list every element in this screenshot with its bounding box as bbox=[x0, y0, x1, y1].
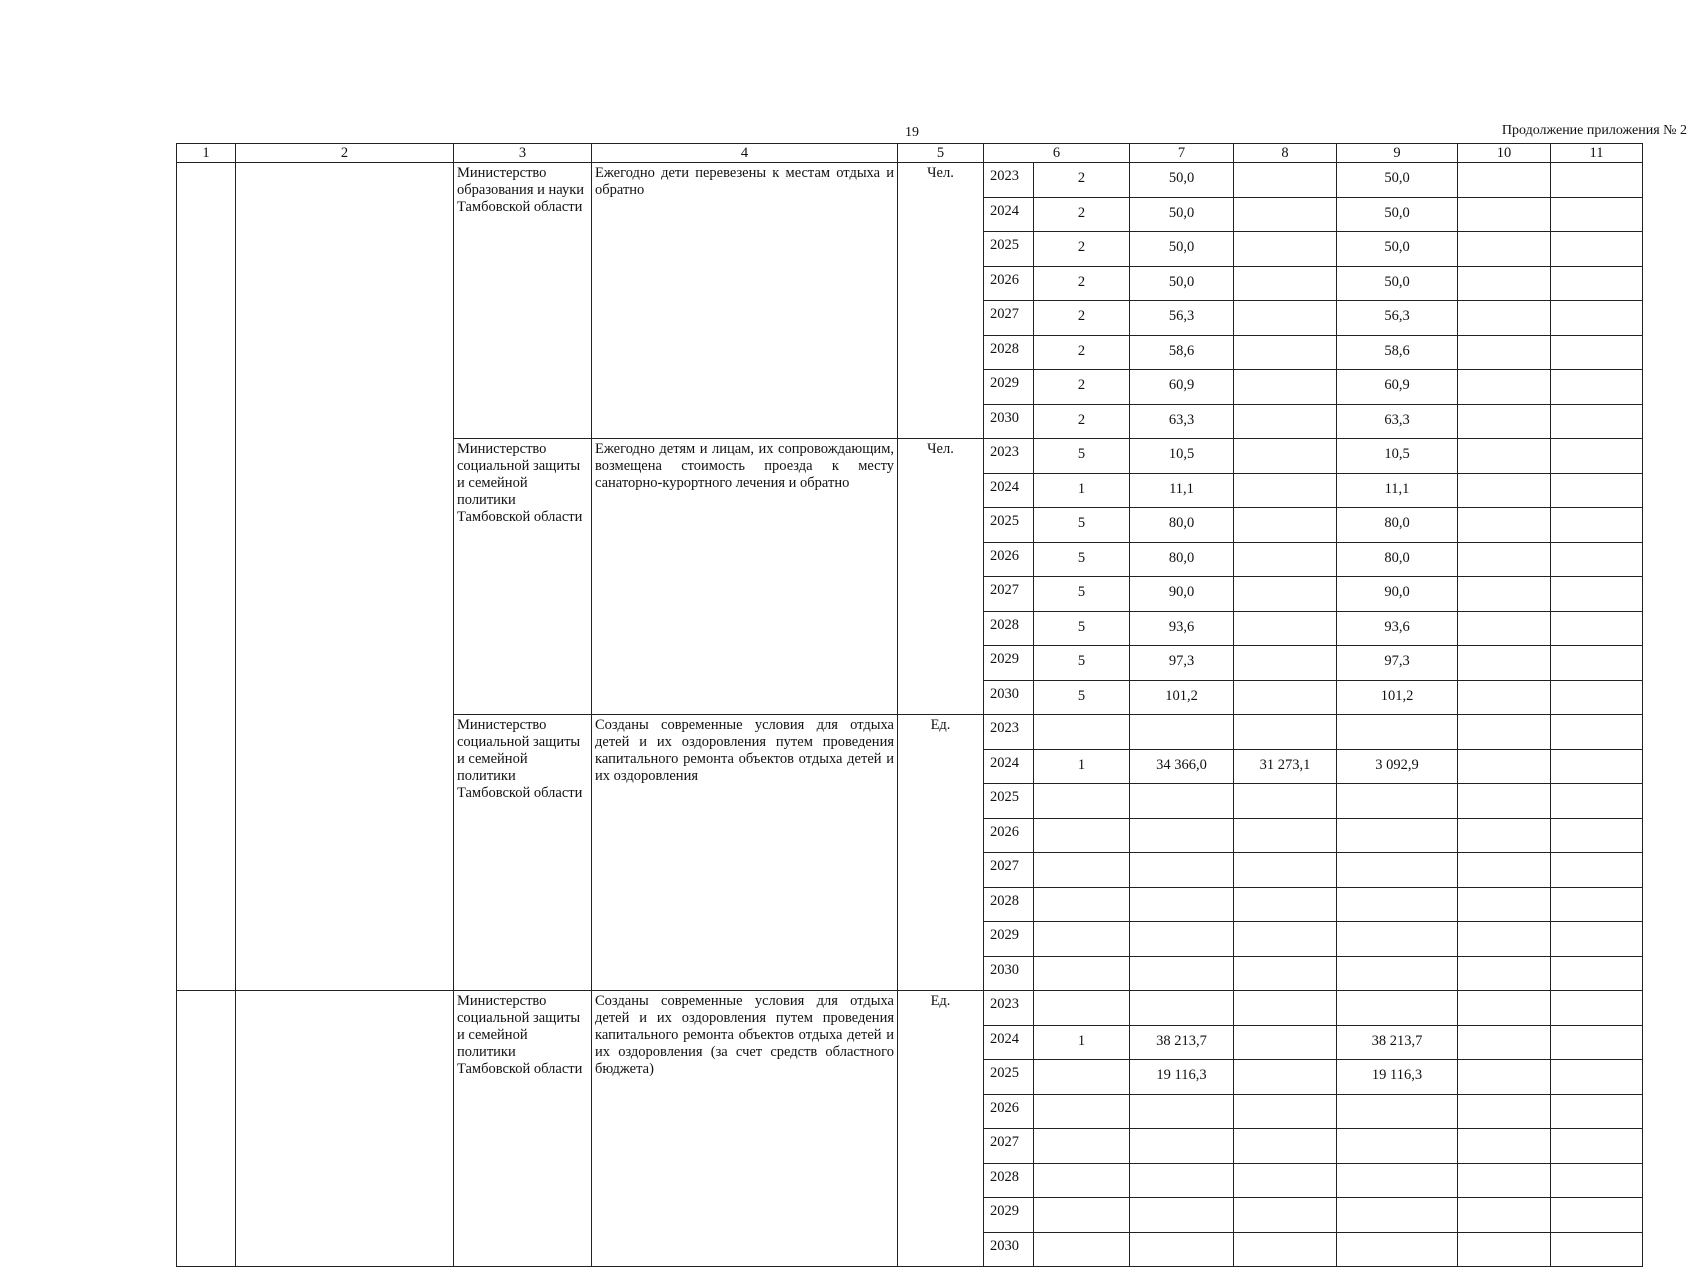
year-cell: 2023 bbox=[984, 715, 1034, 750]
value-col7: 50,0 bbox=[1130, 266, 1234, 301]
year-cell: 2025 bbox=[984, 784, 1034, 819]
value-col11 bbox=[1551, 1232, 1643, 1267]
value-col11 bbox=[1551, 1163, 1643, 1198]
org-cell: Министерство социальной защиты и семейной политики Тамбовской области bbox=[454, 439, 592, 715]
value-col11 bbox=[1551, 715, 1643, 750]
value-col10 bbox=[1458, 163, 1551, 198]
value-col10 bbox=[1458, 1163, 1551, 1198]
value-col7: 50,0 bbox=[1130, 163, 1234, 198]
year-cell: 2027 bbox=[984, 577, 1034, 612]
value-col11 bbox=[1551, 404, 1643, 439]
value-col6 bbox=[1034, 956, 1130, 991]
value-col7 bbox=[1130, 1198, 1234, 1233]
value-col6: 2 bbox=[1034, 370, 1130, 405]
value-col10 bbox=[1458, 266, 1551, 301]
value-col7 bbox=[1130, 956, 1234, 991]
value-col6: 2 bbox=[1034, 301, 1130, 336]
value-col6 bbox=[1034, 853, 1130, 888]
value-col10 bbox=[1458, 508, 1551, 543]
org-cell: Министерство социальной защиты и семейной политики Тамбовской области bbox=[454, 715, 592, 991]
value-col8: 31 273,1 bbox=[1234, 749, 1337, 784]
value-col11 bbox=[1551, 335, 1643, 370]
value-col11 bbox=[1551, 473, 1643, 508]
year-cell: 2027 bbox=[984, 301, 1034, 336]
value-col6 bbox=[1034, 1198, 1130, 1233]
value-col6: 2 bbox=[1034, 163, 1130, 198]
year-cell: 2026 bbox=[984, 266, 1034, 301]
table-row bbox=[177, 163, 1643, 198]
value-col9: 63,3 bbox=[1337, 404, 1458, 439]
year-cell: 2028 bbox=[984, 335, 1034, 370]
value-col9 bbox=[1337, 887, 1458, 922]
value-col7: 101,2 bbox=[1130, 680, 1234, 715]
value-col8 bbox=[1234, 1025, 1337, 1060]
year-cell: 2029 bbox=[984, 646, 1034, 681]
year-cell: 2029 bbox=[984, 370, 1034, 405]
col1-cell bbox=[177, 163, 236, 991]
value-col8 bbox=[1234, 991, 1337, 1026]
value-col6 bbox=[1034, 922, 1130, 957]
org-cell: Министерство образования и науки Тамбовской области bbox=[454, 163, 592, 439]
value-col6 bbox=[1034, 818, 1130, 853]
value-col11 bbox=[1551, 301, 1643, 336]
value-col11 bbox=[1551, 542, 1643, 577]
value-col10 bbox=[1458, 335, 1551, 370]
value-col11 bbox=[1551, 1094, 1643, 1129]
year-cell: 2025 bbox=[984, 508, 1034, 543]
value-col10 bbox=[1458, 991, 1551, 1026]
value-col11 bbox=[1551, 680, 1643, 715]
header-col-3: 3 bbox=[454, 144, 592, 163]
value-col7 bbox=[1130, 991, 1234, 1026]
value-col6 bbox=[1034, 1129, 1130, 1164]
value-col10 bbox=[1458, 784, 1551, 819]
value-col7 bbox=[1130, 1094, 1234, 1129]
value-col8 bbox=[1234, 266, 1337, 301]
value-col7: 19 116,3 bbox=[1130, 1060, 1234, 1095]
value-col8 bbox=[1234, 1060, 1337, 1095]
value-col9 bbox=[1337, 991, 1458, 1026]
value-col6: 2 bbox=[1034, 404, 1130, 439]
value-col10 bbox=[1458, 853, 1551, 888]
value-col9: 101,2 bbox=[1337, 680, 1458, 715]
value-col9: 11,1 bbox=[1337, 473, 1458, 508]
description-cell: Ежегодно дети перевезены к местам отдыха и обратно bbox=[592, 163, 898, 439]
header-col-7: 7 bbox=[1130, 144, 1234, 163]
value-col9: 97,3 bbox=[1337, 646, 1458, 681]
value-col6: 5 bbox=[1034, 680, 1130, 715]
value-col8 bbox=[1234, 473, 1337, 508]
value-col8 bbox=[1234, 1232, 1337, 1267]
value-col8 bbox=[1234, 784, 1337, 819]
value-col11 bbox=[1551, 197, 1643, 232]
value-col9: 93,6 bbox=[1337, 611, 1458, 646]
value-col7: 50,0 bbox=[1130, 232, 1234, 267]
value-col10 bbox=[1458, 749, 1551, 784]
value-col9 bbox=[1337, 853, 1458, 888]
year-cell: 2028 bbox=[984, 611, 1034, 646]
value-col6 bbox=[1034, 715, 1130, 750]
value-col10 bbox=[1458, 1094, 1551, 1129]
value-col7: 97,3 bbox=[1130, 646, 1234, 681]
unit-cell: Ед. bbox=[898, 991, 984, 1267]
year-cell: 2024 bbox=[984, 1025, 1034, 1060]
value-col7 bbox=[1130, 818, 1234, 853]
value-col6: 5 bbox=[1034, 542, 1130, 577]
value-col9 bbox=[1337, 922, 1458, 957]
year-cell: 2030 bbox=[984, 404, 1034, 439]
value-col10 bbox=[1458, 818, 1551, 853]
value-col11 bbox=[1551, 232, 1643, 267]
year-cell: 2027 bbox=[984, 853, 1034, 888]
value-col9: 10,5 bbox=[1337, 439, 1458, 474]
value-col11 bbox=[1551, 818, 1643, 853]
value-col7: 80,0 bbox=[1130, 542, 1234, 577]
description-cell: Созданы современные условия для отдыха детей и их оздоровления путем проведения капитального ремонта объектов отдыха детей и их оздоровления (за счет средств областного бюджета) bbox=[592, 991, 898, 1267]
value-col11 bbox=[1551, 853, 1643, 888]
value-col8 bbox=[1234, 163, 1337, 198]
description-cell: Созданы современные условия для отдыха детей и их оздоровления путем проведения капитального ремонта объектов отдыха детей и их оздоровления bbox=[592, 715, 898, 991]
value-col6: 1 bbox=[1034, 473, 1130, 508]
value-col8 bbox=[1234, 611, 1337, 646]
value-col7: 11,1 bbox=[1130, 473, 1234, 508]
value-col9: 80,0 bbox=[1337, 542, 1458, 577]
value-col6: 2 bbox=[1034, 232, 1130, 267]
value-col7: 60,9 bbox=[1130, 370, 1234, 405]
year-cell: 2029 bbox=[984, 922, 1034, 957]
table-row bbox=[177, 991, 1643, 1026]
year-cell: 2029 bbox=[984, 1198, 1034, 1233]
value-col7 bbox=[1130, 1129, 1234, 1164]
value-col8 bbox=[1234, 404, 1337, 439]
header-col-1: 1 bbox=[177, 144, 236, 163]
unit-cell: Чел. bbox=[898, 163, 984, 439]
value-col7 bbox=[1130, 1163, 1234, 1198]
value-col11 bbox=[1551, 956, 1643, 991]
value-col9: 56,3 bbox=[1337, 301, 1458, 336]
value-col8 bbox=[1234, 1163, 1337, 1198]
value-col11 bbox=[1551, 1198, 1643, 1233]
value-col9: 50,0 bbox=[1337, 266, 1458, 301]
value-col10 bbox=[1458, 370, 1551, 405]
value-col7: 34 366,0 bbox=[1130, 749, 1234, 784]
value-col10 bbox=[1458, 404, 1551, 439]
value-col10 bbox=[1458, 922, 1551, 957]
value-col7: 50,0 bbox=[1130, 197, 1234, 232]
year-cell: 2030 bbox=[984, 680, 1034, 715]
value-col8 bbox=[1234, 956, 1337, 991]
value-col7: 90,0 bbox=[1130, 577, 1234, 612]
value-col7 bbox=[1130, 1232, 1234, 1267]
value-col9 bbox=[1337, 956, 1458, 991]
year-cell: 2026 bbox=[984, 542, 1034, 577]
value-col8 bbox=[1234, 370, 1337, 405]
value-col10 bbox=[1458, 1198, 1551, 1233]
value-col11 bbox=[1551, 1129, 1643, 1164]
value-col7: 56,3 bbox=[1130, 301, 1234, 336]
value-col11 bbox=[1551, 749, 1643, 784]
value-col10 bbox=[1458, 1232, 1551, 1267]
value-col9: 60,9 bbox=[1337, 370, 1458, 405]
value-col10 bbox=[1458, 1129, 1551, 1164]
value-col8 bbox=[1234, 680, 1337, 715]
value-col8 bbox=[1234, 853, 1337, 888]
value-col11 bbox=[1551, 163, 1643, 198]
value-col8 bbox=[1234, 715, 1337, 750]
value-col6: 2 bbox=[1034, 266, 1130, 301]
value-col8 bbox=[1234, 508, 1337, 543]
value-col9: 19 116,3 bbox=[1337, 1060, 1458, 1095]
value-col9: 58,6 bbox=[1337, 335, 1458, 370]
year-cell: 2023 bbox=[984, 439, 1034, 474]
value-col10 bbox=[1458, 301, 1551, 336]
value-col7 bbox=[1130, 715, 1234, 750]
value-col8 bbox=[1234, 542, 1337, 577]
unit-cell: Чел. bbox=[898, 439, 984, 715]
value-col10 bbox=[1458, 1060, 1551, 1095]
value-col11 bbox=[1551, 1060, 1643, 1095]
header-col-11: 11 bbox=[1551, 144, 1643, 163]
value-col6 bbox=[1034, 887, 1130, 922]
value-col7: 63,3 bbox=[1130, 404, 1234, 439]
value-col10 bbox=[1458, 715, 1551, 750]
value-col9: 50,0 bbox=[1337, 163, 1458, 198]
year-cell: 2025 bbox=[984, 232, 1034, 267]
value-col7 bbox=[1130, 853, 1234, 888]
header-row bbox=[177, 144, 1643, 163]
header-col-6: 6 bbox=[984, 144, 1130, 163]
value-col8 bbox=[1234, 197, 1337, 232]
value-col10 bbox=[1458, 680, 1551, 715]
value-col10 bbox=[1458, 473, 1551, 508]
value-col9 bbox=[1337, 1232, 1458, 1267]
value-col8 bbox=[1234, 439, 1337, 474]
value-col7 bbox=[1130, 887, 1234, 922]
value-col6 bbox=[1034, 991, 1130, 1026]
value-col11 bbox=[1551, 784, 1643, 819]
table-body bbox=[177, 163, 1643, 1267]
value-col10 bbox=[1458, 577, 1551, 612]
value-col11 bbox=[1551, 370, 1643, 405]
value-col11 bbox=[1551, 887, 1643, 922]
value-col11 bbox=[1551, 439, 1643, 474]
value-col9: 3 092,9 bbox=[1337, 749, 1458, 784]
value-col7: 10,5 bbox=[1130, 439, 1234, 474]
year-cell: 2024 bbox=[984, 473, 1034, 508]
header-col-9: 9 bbox=[1337, 144, 1458, 163]
year-cell: 2030 bbox=[984, 1232, 1034, 1267]
value-col11 bbox=[1551, 646, 1643, 681]
description-cell: Ежегодно детям и лицам, их сопровождающим, возмещена стоимость проезда к месту санаторно-курортного лечения и обратно bbox=[592, 439, 898, 715]
value-col7 bbox=[1130, 784, 1234, 819]
value-col9 bbox=[1337, 1198, 1458, 1233]
value-col11 bbox=[1551, 577, 1643, 612]
year-cell: 2026 bbox=[984, 1094, 1034, 1129]
col2-cell bbox=[236, 163, 454, 991]
value-col11 bbox=[1551, 611, 1643, 646]
value-col9 bbox=[1337, 715, 1458, 750]
data-table bbox=[176, 143, 1643, 1267]
value-col9: 50,0 bbox=[1337, 197, 1458, 232]
page-number: 19 bbox=[905, 125, 919, 140]
value-col11 bbox=[1551, 922, 1643, 957]
year-cell: 2024 bbox=[984, 197, 1034, 232]
value-col8 bbox=[1234, 818, 1337, 853]
value-col9: 50,0 bbox=[1337, 232, 1458, 267]
value-col6: 1 bbox=[1034, 1025, 1130, 1060]
value-col10 bbox=[1458, 1025, 1551, 1060]
value-col8 bbox=[1234, 1094, 1337, 1129]
value-col11 bbox=[1551, 266, 1643, 301]
value-col8 bbox=[1234, 887, 1337, 922]
year-cell: 2023 bbox=[984, 163, 1034, 198]
value-col6: 1 bbox=[1034, 749, 1130, 784]
value-col8 bbox=[1234, 335, 1337, 370]
value-col6: 5 bbox=[1034, 439, 1130, 474]
value-col6 bbox=[1034, 1232, 1130, 1267]
header-col-10: 10 bbox=[1458, 144, 1551, 163]
unit-cell: Ед. bbox=[898, 715, 984, 991]
org-cell: Министерство социальной защиты и семейной политики Тамбовской области bbox=[454, 991, 592, 1267]
value-col11 bbox=[1551, 508, 1643, 543]
year-cell: 2028 bbox=[984, 1163, 1034, 1198]
value-col9 bbox=[1337, 818, 1458, 853]
value-col10 bbox=[1458, 197, 1551, 232]
value-col8 bbox=[1234, 646, 1337, 681]
header-col-4: 4 bbox=[592, 144, 898, 163]
year-cell: 2030 bbox=[984, 956, 1034, 991]
year-cell: 2026 bbox=[984, 818, 1034, 853]
year-cell: 2027 bbox=[984, 1129, 1034, 1164]
value-col10 bbox=[1458, 611, 1551, 646]
value-col6 bbox=[1034, 1163, 1130, 1198]
value-col7: 58,6 bbox=[1130, 335, 1234, 370]
value-col9: 80,0 bbox=[1337, 508, 1458, 543]
value-col6 bbox=[1034, 1060, 1130, 1095]
value-col8 bbox=[1234, 301, 1337, 336]
value-col9: 90,0 bbox=[1337, 577, 1458, 612]
value-col7 bbox=[1130, 922, 1234, 957]
year-cell: 2024 bbox=[984, 749, 1034, 784]
header-col-8: 8 bbox=[1234, 144, 1337, 163]
year-cell: 2025 bbox=[984, 1060, 1034, 1095]
value-col10 bbox=[1458, 439, 1551, 474]
value-col7: 38 213,7 bbox=[1130, 1025, 1234, 1060]
year-cell: 2023 bbox=[984, 991, 1034, 1026]
value-col8 bbox=[1234, 922, 1337, 957]
value-col8 bbox=[1234, 1129, 1337, 1164]
value-col9 bbox=[1337, 1163, 1458, 1198]
value-col6: 5 bbox=[1034, 577, 1130, 612]
value-col10 bbox=[1458, 542, 1551, 577]
value-col9 bbox=[1337, 1094, 1458, 1129]
header-col-5: 5 bbox=[898, 144, 984, 163]
continuation-label: Продолжение приложения № 2 bbox=[1501, 123, 1687, 138]
col1-cell bbox=[177, 991, 236, 1267]
value-col6: 5 bbox=[1034, 611, 1130, 646]
value-col10 bbox=[1458, 956, 1551, 991]
value-col7: 93,6 bbox=[1130, 611, 1234, 646]
value-col8 bbox=[1234, 577, 1337, 612]
value-col10 bbox=[1458, 887, 1551, 922]
value-col6 bbox=[1034, 784, 1130, 819]
value-col8 bbox=[1234, 232, 1337, 267]
col2-cell bbox=[236, 991, 454, 1267]
value-col8 bbox=[1234, 1198, 1337, 1233]
value-col6 bbox=[1034, 1094, 1130, 1129]
value-col6: 2 bbox=[1034, 335, 1130, 370]
value-col10 bbox=[1458, 232, 1551, 267]
year-cell: 2028 bbox=[984, 887, 1034, 922]
header-col-2: 2 bbox=[236, 144, 454, 163]
value-col6: 5 bbox=[1034, 646, 1130, 681]
value-col9 bbox=[1337, 1129, 1458, 1164]
value-col9 bbox=[1337, 784, 1458, 819]
value-col6: 2 bbox=[1034, 197, 1130, 232]
value-col7: 80,0 bbox=[1130, 508, 1234, 543]
value-col11 bbox=[1551, 1025, 1643, 1060]
value-col10 bbox=[1458, 646, 1551, 681]
value-col6: 5 bbox=[1034, 508, 1130, 543]
value-col11 bbox=[1551, 991, 1643, 1026]
value-col9: 38 213,7 bbox=[1337, 1025, 1458, 1060]
